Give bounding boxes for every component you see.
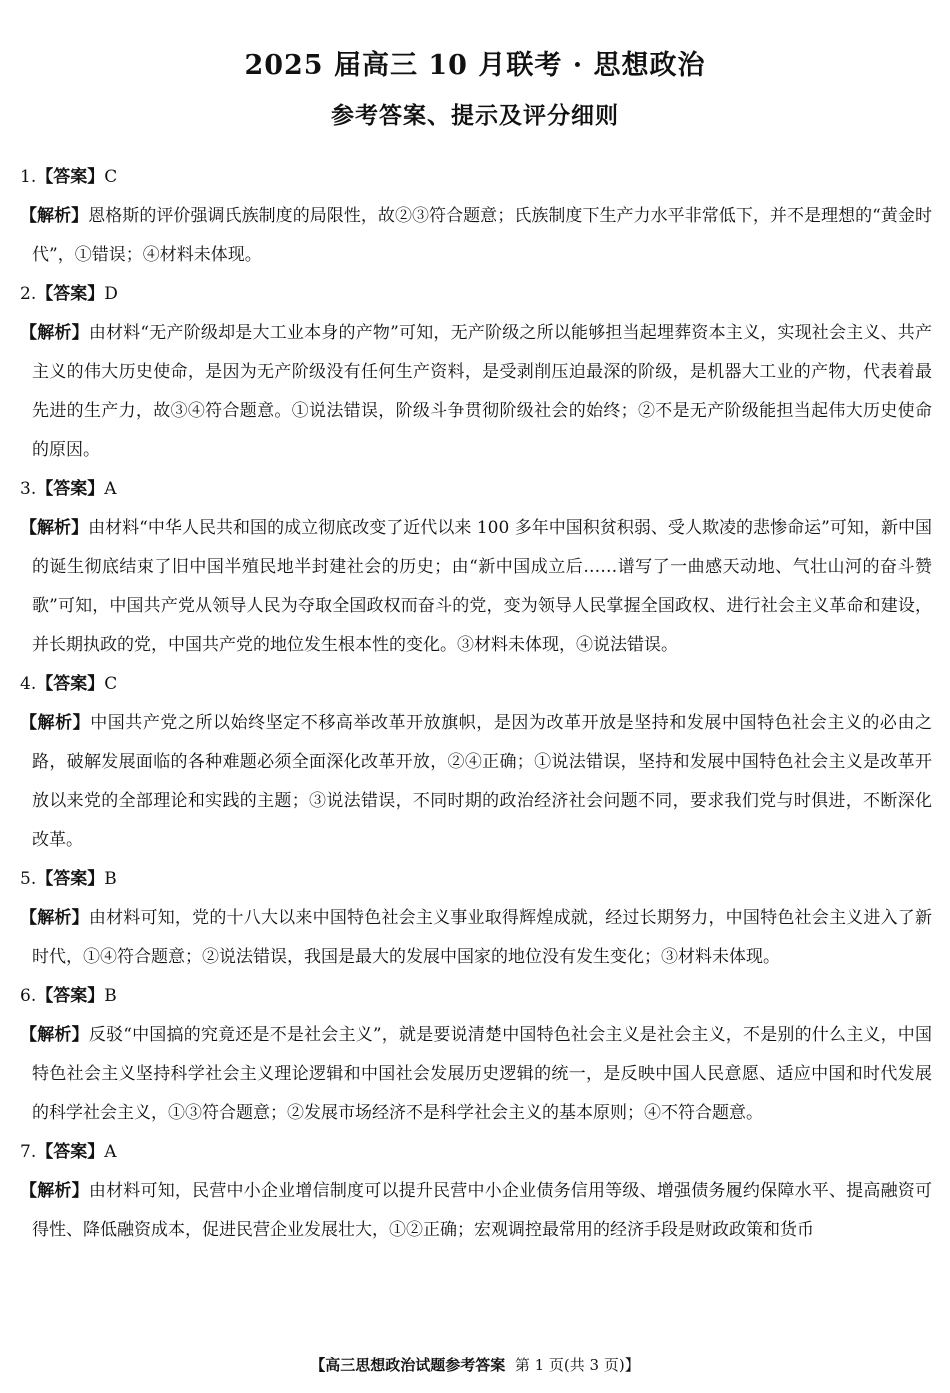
analysis-text: 由材料可知，党的十八大以来中国特色社会主义事业取得辉煌成就，经过长期努力，中国特色社会主义进入了新时代，①④符合题意；②说法错误，我国是最大的发展中国家的地位没有发生变化；③材料未体现。 bbox=[32, 908, 933, 967]
answer-line bbox=[20, 977, 932, 1016]
question-block bbox=[20, 470, 932, 665]
document-title: 2025 届高三 10 月联考 · 思想政治 bbox=[244, 50, 706, 81]
answer-value: C bbox=[104, 167, 118, 187]
question-block bbox=[20, 977, 932, 1133]
answer-label: 【答案】 bbox=[36, 674, 105, 694]
question-block bbox=[20, 665, 932, 860]
answer-label: 【答案】 bbox=[36, 479, 105, 499]
footer-title: 【高三思想政治试题参考答案 bbox=[310, 1356, 506, 1374]
footer-page-number: 第 1 页(共 3 页)】 bbox=[514, 1356, 640, 1374]
analysis-paragraph bbox=[20, 509, 932, 665]
answer-label: 【答案】 bbox=[36, 1142, 105, 1162]
question-number: 3. bbox=[20, 479, 37, 499]
answer-line bbox=[20, 158, 932, 197]
question-number: 2. bbox=[20, 284, 37, 304]
answer-label: 【答案】 bbox=[36, 986, 105, 1006]
analysis-label: 【解析】 bbox=[20, 1025, 89, 1045]
analysis-text: 反驳“中国搞的究竟还是不是社会主义”，就是要说清楚中国特色社会主义是社会主义，不是别的什么主义，中国特色社会主义坚持科学社会主义理论逻辑和中国社会发展历史逻辑的统一，是反映中国人民意愿、适应中国和时代发展的科学社会主义，①③符合题意；②发展市场经济不是科学社会主义的基本原则；④不符合题意。 bbox=[32, 1025, 933, 1123]
answer-line bbox=[20, 470, 932, 509]
analysis-label: 【解析】 bbox=[20, 206, 89, 226]
analysis-label: 【解析】 bbox=[20, 323, 89, 343]
answer-value: C bbox=[104, 674, 118, 694]
analysis-text: 由材料“无产阶级却是大工业本身的产物”可知，无产阶级之所以能够担当起埋葬资本主义，实现社会主义、共产主义的伟大历史使命，是因为无产阶级没有任何生产资料，是受剥削压迫最深的阶级，是机器大工业的产物，代表着最先进的生产力，故③④符合题意。①说法错误，阶级斗争贯彻阶级社会的始终；②不是无产阶级能担当起伟大历史使命的原因。 bbox=[32, 323, 933, 460]
question-block bbox=[20, 1133, 932, 1250]
analysis-label: 【解析】 bbox=[20, 713, 91, 733]
analysis-paragraph bbox=[20, 1016, 932, 1133]
answer-line bbox=[20, 860, 932, 899]
answer-label: 【答案】 bbox=[36, 869, 105, 889]
analysis-paragraph bbox=[20, 197, 932, 275]
analysis-label: 【解析】 bbox=[20, 1181, 89, 1201]
answer-value: A bbox=[104, 479, 117, 499]
question-number: 7. bbox=[20, 1142, 37, 1162]
analysis-label: 【解析】 bbox=[20, 518, 89, 538]
question-block bbox=[20, 860, 932, 977]
answer-value: B bbox=[104, 986, 117, 1006]
question-block bbox=[20, 158, 932, 275]
answer-value: A bbox=[104, 1142, 117, 1162]
answer-line bbox=[20, 1133, 932, 1172]
analysis-text: 由材料“中华人民共和国的成立彻底改变了近代以来 100 多年中国积贫积弱、受人欺凌的悲惨命运”可知，新中国的诞生彻底结束了旧中国半殖民地半封建社会的历史；由“新中国成立后……谱写了一曲感天动地、气壮山河的奋斗赞歌”可知，中国共产党从领导人民为夺取全国政权而奋斗的党，变为领导人民掌握全国政权、进行社会主义革命和建设，并长期执政的党，中国共产党的地位发生根本性的变化。③材料未体现，④说法错误。 bbox=[32, 518, 933, 655]
analysis-paragraph bbox=[20, 899, 932, 977]
answer-value: B bbox=[104, 869, 117, 889]
answer-list bbox=[20, 158, 932, 1250]
answer-label: 【答案】 bbox=[36, 167, 105, 187]
analysis-label: 【解析】 bbox=[20, 908, 89, 928]
analysis-paragraph bbox=[20, 314, 932, 470]
question-number: 1. bbox=[20, 167, 37, 187]
analysis-text: 恩格斯的评价强调氏族制度的局限性，故②③符合题意；氏族制度下生产力水平非常低下，并不是理想的“黄金时代”，①错误；④材料未体现。 bbox=[32, 206, 932, 265]
analysis-paragraph bbox=[20, 704, 932, 860]
analysis-text: 中国共产党之所以始终坚定不移高举改革开放旗帜，是因为改革开放是坚持和发展中国特色社会主义的必由之路，破解发展面临的各种难题必须全面深化改革开放，②④正确；①说法错误，坚持和发展中国特色社会主义是改革开放以来党的全部理论和实践的主题；③说法错误，不同时期的政治经济社会问题不同，要求我们党与时俱进，不断深化改革。 bbox=[32, 713, 933, 850]
answer-label: 【答案】 bbox=[36, 284, 105, 304]
document-subtitle: 参考答案、提示及评分细则 bbox=[331, 102, 619, 129]
question-number: 4. bbox=[20, 674, 37, 694]
question-number: 5. bbox=[20, 869, 37, 889]
question-block bbox=[20, 275, 932, 470]
page-footer bbox=[0, 1353, 950, 1377]
analysis-paragraph bbox=[20, 1172, 932, 1250]
answer-line bbox=[20, 275, 932, 314]
answer-line bbox=[20, 665, 932, 704]
analysis-text: 由材料可知，民营中小企业增信制度可以提升民营中小企业债务信用等级、增强债务履约保障水平、提高融资可得性、降低融资成本，促进民营企业发展壮大，①②正确；宏观调控最常用的经济手段是财政政策和货币 bbox=[32, 1181, 933, 1240]
question-number: 6. bbox=[20, 986, 37, 1006]
answer-value: D bbox=[104, 284, 118, 304]
